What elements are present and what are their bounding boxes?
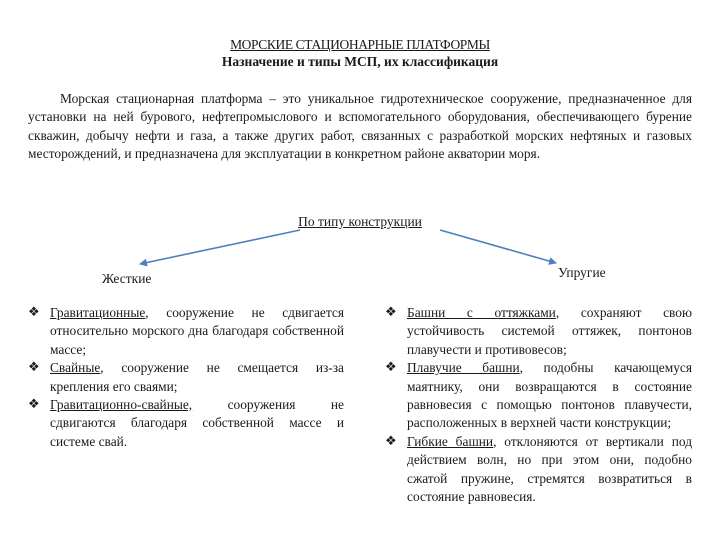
diamond-clover-bullet-icon: ❖ (28, 397, 40, 413)
list-item-text: , отклоняются от вертикали под действием волн, но при этом они, подобно сжатой пружине, стремятся возвратиться в состояние равновесия. (407, 433, 693, 505)
list-item (28, 304, 344, 359)
list-item-term: Плавучие башни (407, 360, 520, 376)
list-item-term: Гравитационные (50, 305, 146, 320)
diamond-clover-bullet-icon: ❖ (385, 360, 397, 376)
list-item-term: Башни с оттяжками (407, 305, 556, 320)
arrow-icon-right (440, 230, 556, 263)
list-item-term: Гравитационно-свайные, (50, 397, 193, 413)
list-item-term: Гибкие башни (407, 433, 494, 449)
list-item (385, 304, 692, 359)
list-item-text: , сооружение не сдвигается относительно морского дна благодаря собственной массе; (50, 305, 344, 357)
rigid-types-list (28, 304, 344, 451)
list-item (385, 433, 692, 507)
list-item-term: Свайные (50, 360, 101, 376)
diamond-clover-bullet-icon: ❖ (28, 305, 40, 320)
page-title: МОРСКИЕ СТАЦИОНАРНЫЕ ПЛАТФОРМЫ (230, 37, 490, 52)
list-item-text: , сохраняют свою устойчивость системой оттяжек, понтонов плавучести и противовесов; (407, 305, 692, 357)
diamond-clover-bullet-icon: ❖ (385, 433, 397, 449)
list-item-text: сооружения не сдвигаются благодаря собственной массе и системе свай. (50, 397, 344, 449)
elastic-types-list (385, 304, 692, 506)
classification-heading: По типу конструкции (298, 214, 422, 229)
arrow-icon-left (140, 230, 300, 264)
list-item-text: , сооружение не смещается из-за крепления его сваями; (50, 360, 344, 394)
category-elastic: Упругие (558, 265, 606, 280)
list-item (28, 359, 344, 396)
list-item (385, 359, 692, 433)
intro-paragraph: Морская стационарная платформа – это уникальное гидротехническое сооружение, предназначенное для установки на ней бурового, нефтепромыслового и вспомогательного оборудования, обеспечивающего бурение скважин, добычу нефти и газа, а также других работ, связанных с разработкой морских нефтяных и газовых месторождений, и предназначена для эксплуатации в конкретном районе акватории моря. (28, 91, 692, 161)
category-rigid: Жесткие (102, 271, 152, 286)
diamond-clover-bullet-icon: ❖ (385, 305, 397, 320)
page-subtitle: Назначение и типы МСП, их классификация (221, 54, 499, 69)
list-item-text: , подобны качающемуся маятнику, они возвращаются в состояние равновесия с помощью понтонов плавучести, расположенных в верхней части конструкции; (407, 360, 692, 431)
list-item (28, 396, 344, 451)
diamond-clover-bullet-icon: ❖ (28, 360, 40, 376)
